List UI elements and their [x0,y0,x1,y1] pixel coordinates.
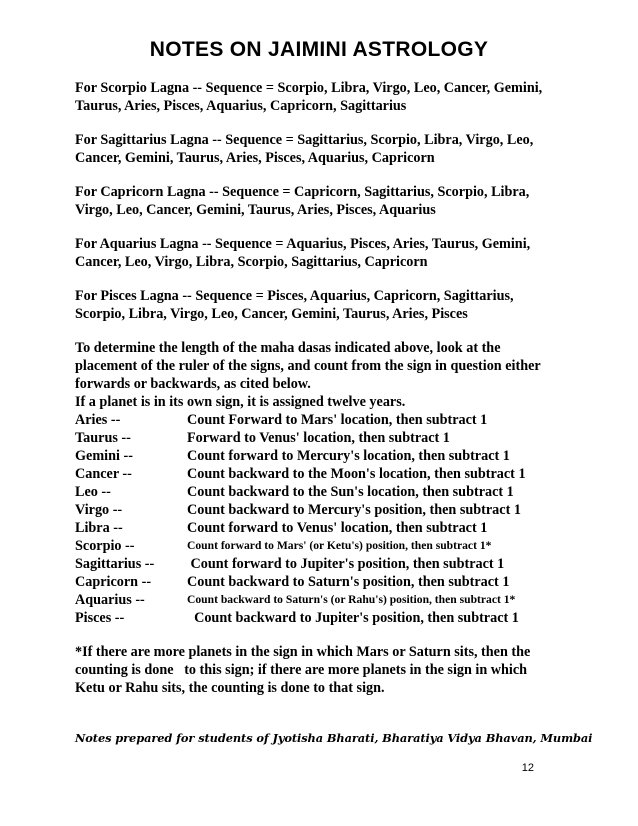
rule-row [75,519,575,537]
intro-line: placement of the ruler of the signs, and count from the sign in question either [75,358,541,374]
rule-sign: Leo -- [75,484,111,500]
sequence-line: For Aquarius Lagna -- Sequence = Aquarius, Pisces, Aries, Taurus, Gemini, [75,236,531,252]
rule-text: Count forward to Jupiter's position, then subtract 1 [187,556,505,572]
sequence-paragraph [75,235,575,271]
intro-line: forwards or backwards, as cited below. [75,376,311,392]
sequence-line: Cancer, Leo, Virgo, Libra, Scorpio, Sagittarius, Capricorn [75,254,428,270]
rule-sign: Gemini -- [75,448,133,464]
rule-text: Count Forward to Mars' location, then subtract 1 [187,412,488,428]
rule-text: Count backward to Mercury's position, then subtract 1 [187,502,521,518]
rule-row [75,537,575,555]
footnote-paragraph [75,643,575,697]
sequence-line: For Sagittarius Lagna -- Sequence = Sagittarius, Scorpio, Libra, Virgo, Leo, [75,132,534,148]
rule-sign: Taurus -- [75,430,131,446]
rule-text: Count backward to Jupiter's position, then subtract 1 [187,610,519,626]
document-body [75,79,575,697]
rule-row [75,555,575,573]
sequence-paragraph [75,287,575,323]
intro-line: To determine the length of the maha dasas indicated above, look at the [75,340,501,356]
footnote-line: *If there are more planets in the sign in which Mars or Saturn sits, then the [75,644,531,660]
rule-text: Count backward to the Sun's location, then subtract 1 [187,484,514,500]
sequence-line: Taurus, Aries, Pisces, Aquarius, Capricorn, Sagittarius [75,98,407,114]
rule-sign: Capricorn -- [75,574,152,590]
rule-row [75,501,575,519]
rule-sign: Pisces -- [75,610,125,626]
rule-sign: Cancer -- [75,466,132,482]
rule-text: Count backward to the Moon's location, then subtract 1 [187,466,526,482]
rule-text: Count forward to Mars' (or Ketu's) position, then subtract 1* [187,539,492,552]
rule-sign: Virgo -- [75,502,123,518]
sequence-paragraph [75,131,575,167]
page-title: NOTES ON JAIMINI ASTROLOGY [149,38,489,61]
rule-text: Count forward to Mercury's location, then subtract 1 [187,448,510,464]
rule-row [75,483,575,501]
rule-text: Count backward to Saturn's position, then subtract 1 [187,574,510,590]
rule-sign: Scorpio -- [75,538,135,554]
rule-sign: Aries -- [75,412,121,428]
intro-line: If a planet is in its own sign, it is assigned twelve years. [75,394,406,410]
rule-row [75,429,575,447]
rule-text: Count forward to Venus' location, then subtract 1 [187,520,488,536]
rule-row [75,411,575,429]
sequence-paragraph [75,183,575,219]
rule-row [75,447,575,465]
rule-row [75,573,575,591]
rule-row [75,609,575,627]
sequence-line: Scorpio, Libra, Virgo, Leo, Cancer, Gemini, Taurus, Aries, Pisces [75,306,468,322]
sequence-line: For Scorpio Lagna -- Sequence = Scorpio, Libra, Virgo, Leo, Cancer, Gemini, [75,80,543,96]
sequence-paragraph [75,79,575,115]
rule-text: Count backward to Saturn's (or Rahu's) position, then subtract 1* [187,593,516,606]
dasa-rules-list [75,411,575,627]
footnote-line: counting is done to this sign; if there are more planets in the sign in which [75,662,528,678]
sequence-line: Cancer, Gemini, Taurus, Aries, Pisces, Aquarius, Capricorn [75,150,435,166]
sequence-line: Virgo, Leo, Cancer, Gemini, Taurus, Aries, Pisces, Aquarius [75,202,436,218]
rule-text: Forward to Venus' location, then subtract 1 [187,430,450,446]
rule-row [75,465,575,483]
page-footer: Notes prepared for students of Jyotisha Bharati, Bharatiya Vidya Bhavan, Mumbai [75,731,593,745]
rule-row [75,591,575,609]
rule-sign: Sagittarius -- [75,556,155,572]
sequence-line: For Capricorn Lagna -- Sequence = Capricorn, Sagittarius, Scorpio, Libra, [75,184,530,200]
rule-sign: Aquarius -- [75,592,145,608]
sequence-line: For Pisces Lagna -- Sequence = Pisces, Aquarius, Capricorn, Sagittarius, [75,288,514,304]
footnote-line: Ketu or Rahu sits, the counting is done to that sign. [75,680,385,696]
rule-sign: Libra -- [75,520,123,536]
page-number: 12 [521,762,534,774]
intro-paragraph [75,339,575,411]
